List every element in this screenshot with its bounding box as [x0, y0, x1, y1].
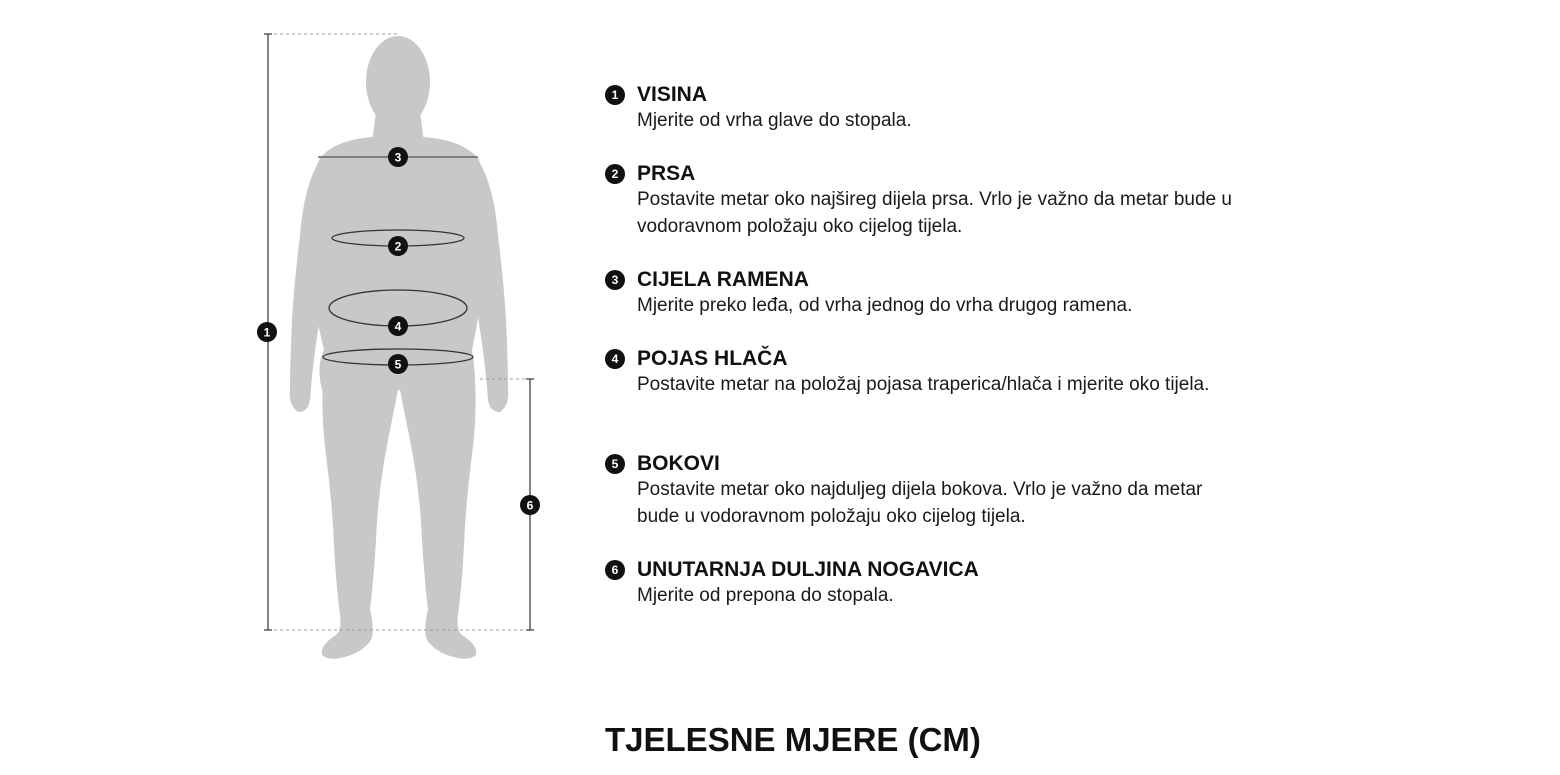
number-badge: 2	[605, 164, 625, 184]
number-badge: 5	[605, 454, 625, 474]
body-measurement-figure	[240, 20, 560, 670]
marker-5	[388, 354, 408, 374]
measurement-description: Postavite metar oko najšireg dijela prsa. Vrlo je važno da metar bude u vodoravnom položaju oko cijelog tijela.	[637, 189, 1232, 237]
measurement-title: PRSA	[637, 162, 696, 185]
svg-text:6: 6	[526, 498, 534, 513]
measurement-description: Mjerite preko leđa, od vrha jednog do vrha drugog ramena.	[637, 295, 1133, 316]
svg-text:3: 3	[394, 150, 402, 165]
svg-text:5: 5	[394, 357, 402, 372]
marker-1	[257, 322, 277, 342]
body-silhouette-icon	[240, 20, 560, 670]
silhouette-body	[290, 36, 509, 659]
svg-text:2: 2	[394, 239, 402, 254]
measurement-title: UNUTARNJA DULJINA NOGAVICA	[637, 558, 979, 581]
marker-2	[388, 236, 408, 256]
measurement-description: Mjerite od vrha glave do stopala.	[637, 110, 912, 131]
measurement-description: Postavite metar na položaj pojasa traperica/hlača i mjerite oko tijela.	[637, 374, 1210, 395]
svg-text:1: 1	[263, 325, 271, 340]
measurement-title: BOKOVI	[637, 452, 720, 475]
number-badge: 6	[605, 560, 625, 580]
number-badge: 3	[605, 270, 625, 290]
measurement-title: CIJELA RAMENA	[637, 268, 809, 291]
measurement-title: VISINA	[637, 83, 708, 106]
measurement-title: POJAS HLAČA	[637, 347, 788, 370]
svg-text:4: 4	[394, 319, 402, 334]
marker-4	[388, 316, 408, 336]
number-badge: 4	[605, 349, 625, 369]
marker-3	[388, 147, 408, 167]
measurement-description: Mjerite od prepona do stopala.	[637, 585, 894, 606]
marker-6	[520, 495, 540, 515]
measurement-description: Postavite metar oko najduljeg dijela bokova. Vrlo je važno da metar bude u vodoravnom položaju oko cijelog tijela.	[637, 479, 1203, 527]
number-badge: 1	[605, 85, 625, 105]
section-title: TJELESNE MJERE (CM)	[605, 721, 981, 758]
